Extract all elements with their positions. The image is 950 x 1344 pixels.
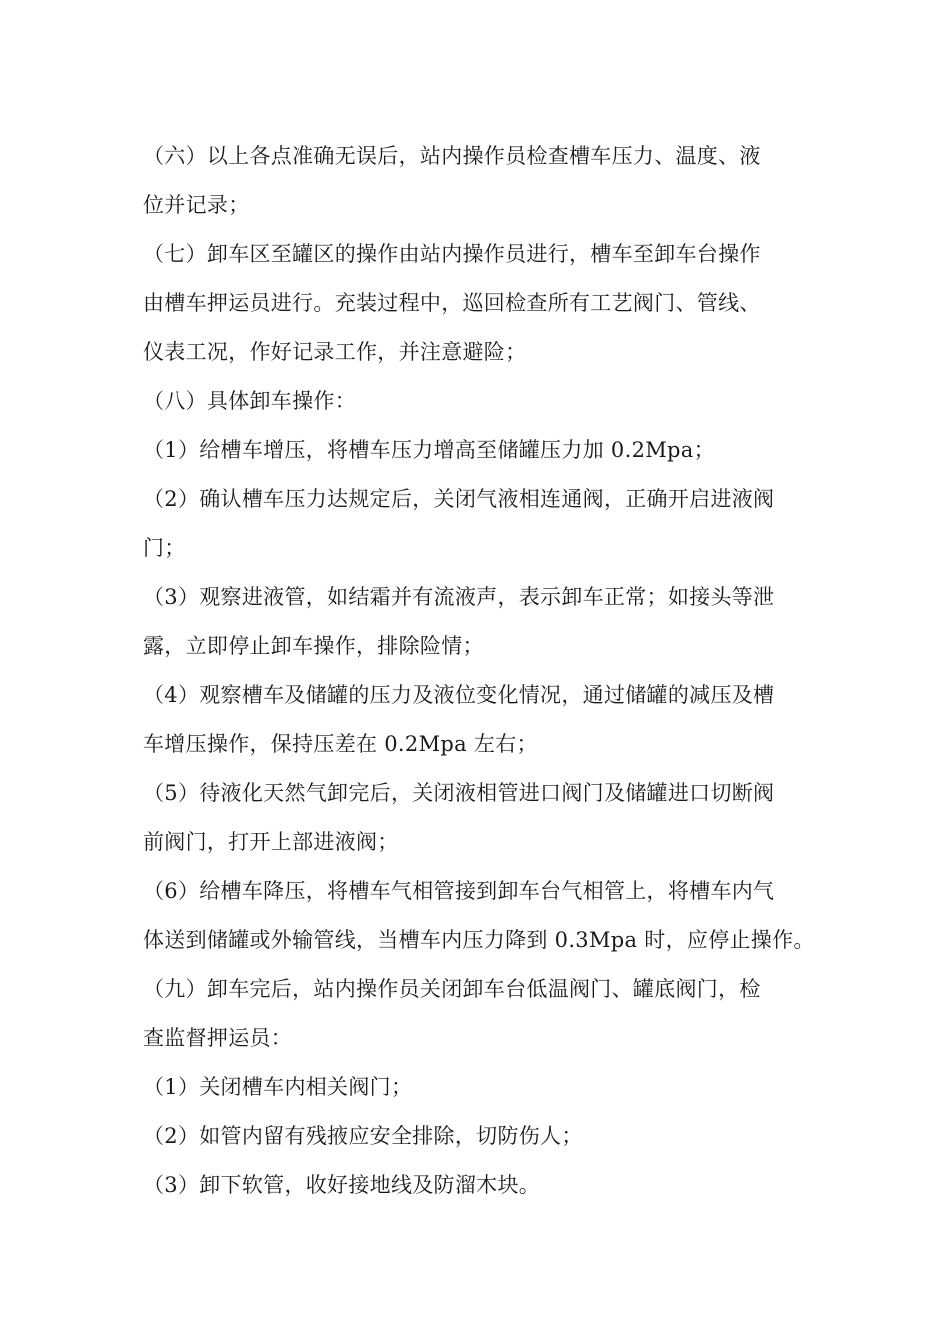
text-line: 查监督押运员： (143, 1026, 293, 1050)
text-line: （七）卸车区至罐区的操作由站内操作员进行，槽车至卸车台操作 (143, 242, 761, 266)
text-line: 车增压操作，保持压差在 0.2Mpa 左右； (143, 732, 538, 756)
text-line: 露，立即停止卸车操作，排除险情； (143, 634, 484, 658)
text-line: （1）关闭槽车内相关阀门； (143, 1075, 413, 1099)
text-line: （3）观察进液管，如结霜并有流液声，表示卸车正常；如接头等泄 (143, 585, 775, 609)
text-line: 位并记录； (143, 193, 250, 217)
text-line: （3）卸下软管，收好接地线及防溜木块。 (143, 1173, 541, 1197)
document-body (143, 132, 823, 1210)
text-line: 仪表工况，作好记录工作，并注意避险； (143, 340, 527, 364)
text-line: （4）观察槽车及储罐的压力及液位变化情况，通过储罐的减压及槽 (143, 683, 775, 707)
text-line: 由槽车押运员进行。充装过程中，巡回检查所有工艺阀门、管线、 (143, 291, 761, 315)
text-line: （6）给槽车降压，将槽车气相管接到卸车台气相管上，将槽车内气 (143, 879, 775, 903)
text-line: 体送到储罐或外输管线，当槽车内压力降到 0.3Mpa 时，应停止操作。 (143, 928, 815, 952)
text-line: （九）卸车完后，站内操作员关闭卸车台低温阀门、罐底阀门，检 (143, 977, 761, 1001)
text-line: 门； (143, 536, 186, 560)
text-line: （六）以上各点准确无误后，站内操作员检查槽车压力、温度、液 (143, 144, 761, 168)
text-line: （1）给槽车增压，将槽车压力增高至储罐压力加 0.2Mpa； (143, 438, 715, 462)
text-line: （2）如管内留有残掖应安全排除，切防伤人； (143, 1124, 583, 1148)
text-line: （2）确认槽车压力达规定后，关闭气液相连通阀，正确开启进液阀 (143, 487, 775, 511)
text-line: （八）具体卸车操作： (143, 389, 356, 413)
text-line: （5）待液化天然气卸完后，关闭液相管进口阀门及储罐进口切断阀 (143, 781, 775, 805)
text-line: 前阀门，打开上部进液阀； (143, 830, 399, 854)
